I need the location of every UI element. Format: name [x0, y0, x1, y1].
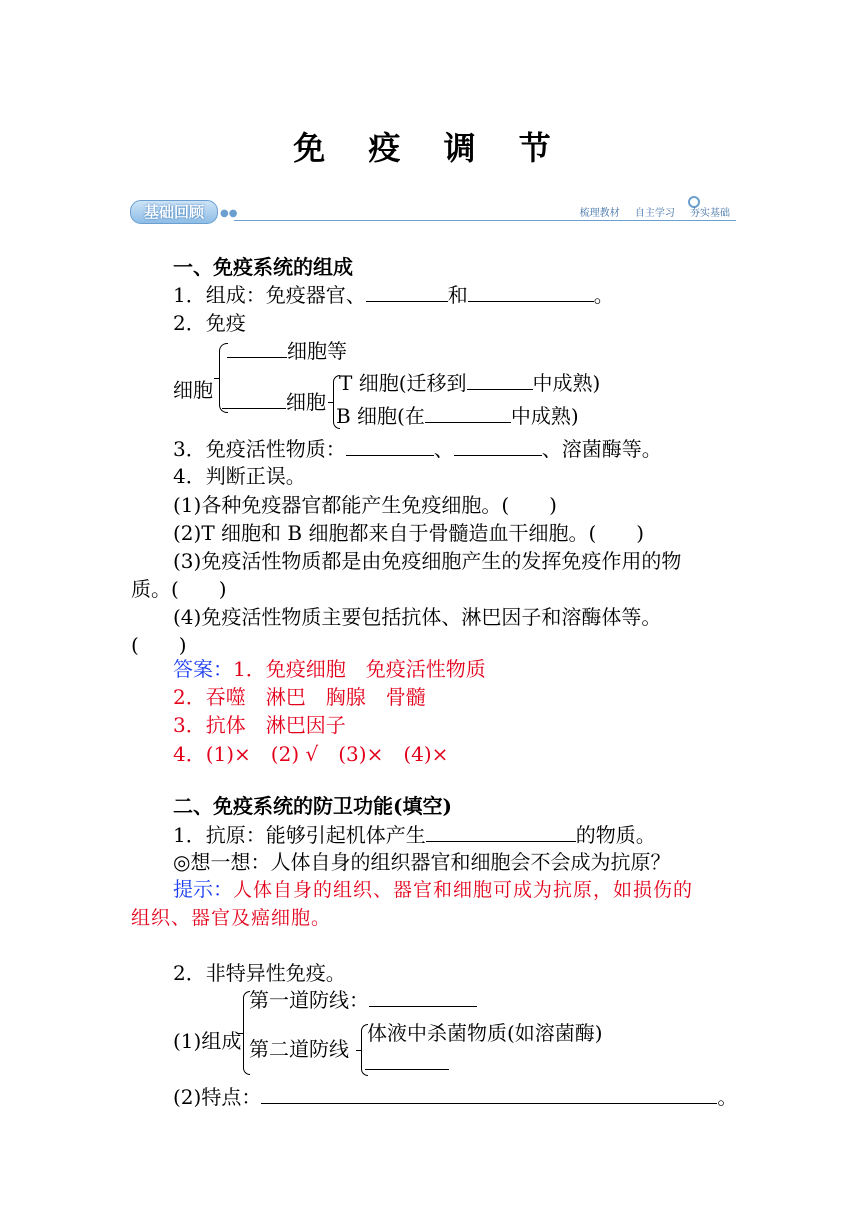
diagram-row: B 细胞(在 中成熟) — [336, 404, 579, 428]
judgement-item: (4)免疫活性物质主要包括抗体、淋巴因子和溶酶体等。 — [173, 605, 662, 629]
diagram-label: 细胞 — [173, 378, 213, 402]
judgement-item: (3)免疫活性物质都是由免疫细胞产生的发挥免疫作用的物 — [173, 549, 682, 573]
banner-tag: 基础回顾 — [130, 200, 218, 224]
answer-line: 3．抗体 淋巴因子 — [173, 713, 346, 737]
page-title: 免 疫 调 节 — [293, 129, 567, 167]
hint-label: 提示： — [173, 877, 233, 901]
judgement-item: (1)各种免疫器官都能产生免疫细胞。( ) — [173, 493, 557, 517]
diagram-row: 细胞等 — [227, 338, 347, 364]
judgement-item: ( ) — [131, 633, 187, 657]
answer-blank[interactable] — [454, 437, 542, 456]
answer-blank[interactable] — [425, 404, 511, 423]
answer-blank[interactable] — [222, 390, 286, 409]
judgement-item: 质。( ) — [131, 577, 227, 601]
question-line: 3．免疫活性物质： 、 、溶菌酶等。 — [173, 437, 662, 461]
diagram-row: 细胞 — [222, 389, 326, 415]
answer-blank[interactable] — [365, 1051, 449, 1070]
diagram-row: 第二道防线 — [249, 1037, 349, 1061]
diagram-row: 体液中杀菌物质(如溶菌酶) — [367, 1021, 603, 1045]
answer-line: 答案：1．免疫细胞 免疫活性物质 — [173, 657, 486, 681]
question-line: 2．免疫 — [173, 311, 246, 335]
question-line: 4．判断正误。 — [173, 464, 306, 488]
diagram-label: (1)组成 — [173, 1029, 242, 1053]
hint-line: 提示：人体自身的组织、器官和细胞可成为抗原，如损伤的 — [173, 877, 694, 901]
banner-divider — [234, 220, 736, 221]
question-line: 1．抗原：能够引起机体产生 的物质。 — [173, 823, 656, 847]
answer-blank[interactable] — [426, 823, 576, 842]
banner-subtitle: 梳理教材 自主学习 夯实基础 — [579, 208, 730, 219]
answer-blank[interactable] — [261, 1085, 717, 1104]
question-line: 2．非特异性免疫。 — [173, 961, 346, 985]
answer-blank[interactable] — [366, 283, 448, 302]
answer-blank[interactable] — [369, 988, 477, 1007]
diagram-row: T 细胞(迁移到 中成熟) — [339, 371, 601, 395]
section-heading: 二、免疫系统的防卫功能(填空) — [173, 794, 452, 818]
think-question: ◎想一想：人体自身的组织器官和细胞会不会成为抗原？ — [173, 850, 671, 874]
answer-blank[interactable] — [227, 339, 287, 358]
banner-dots: ●● — [220, 208, 238, 219]
section-heading: 一、免疫系统的组成 — [173, 255, 353, 279]
answer-label: 答案： — [173, 657, 233, 681]
section-banner — [130, 196, 736, 226]
answer-line: 4．(1)× (2) √ (3)× (4)× — [173, 742, 449, 766]
question-line: 1．组成：免疫器官、 和 。 — [173, 283, 614, 307]
diagram-row — [365, 1050, 449, 1076]
answer-blank[interactable] — [467, 371, 533, 390]
answer-blank[interactable] — [346, 437, 434, 456]
diagram-row: 第一道防线： — [249, 987, 477, 1013]
judgement-item: (2)T 细胞和 B 细胞都来自于骨髓造血干细胞。( ) — [173, 521, 645, 545]
answer-line: 2．吞噬 淋巴 胸腺 骨髓 — [173, 685, 426, 709]
hint-line: 组织、器官及癌细胞。 — [131, 907, 332, 929]
question-line: (2)特点： 。 — [173, 1085, 738, 1109]
answer-blank[interactable] — [468, 283, 594, 302]
